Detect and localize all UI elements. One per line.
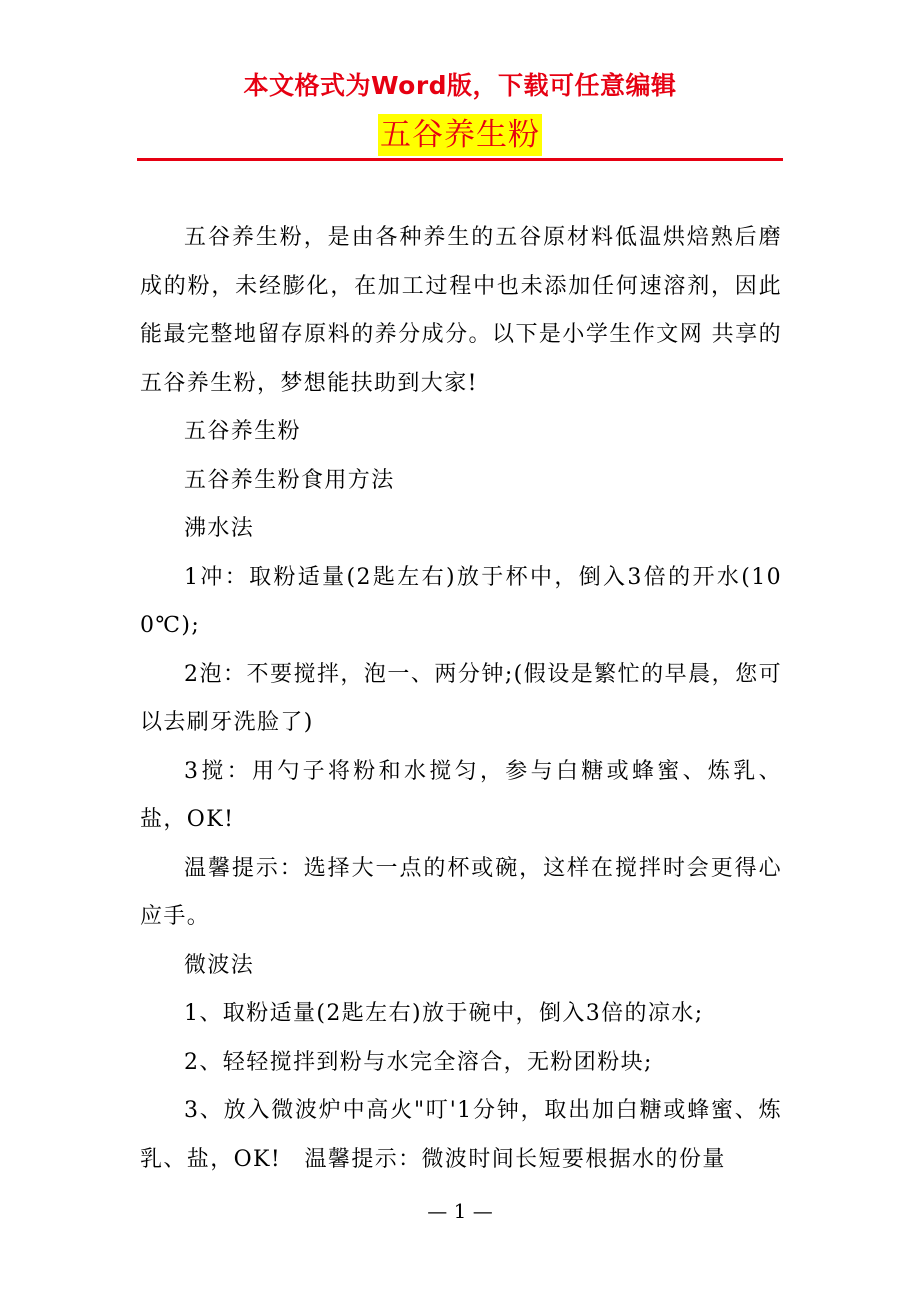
format-notice-banner: 本文格式为Word版，下载可任意编辑 — [243, 71, 677, 100]
document-title: 五谷养生粉 — [378, 114, 542, 156]
paragraph-usage-heading: 五谷养生粉食用方法 — [184, 467, 395, 493]
title-container — [0, 114, 920, 156]
title-divider — [137, 158, 783, 161]
paragraph-step-3: 3搅：用勺子将粉和水搅匀，参与白糖或蜂蜜、炼乳、盐，OK! — [140, 758, 782, 832]
document-body — [140, 214, 782, 1184]
paragraph-microwave-step-2: 2、轻轻搅拌到粉与水完全溶合，无粉团粉块; — [184, 1049, 653, 1075]
paragraph-microwave-step-1: 1、取粉适量(2匙左右)放于碗中，倒入3倍的凉水; — [184, 1001, 704, 1026]
page-number: — 1 — — [427, 1199, 493, 1223]
paragraph-step-2: 2泡：不要搅拌，泡一、两分钟;(假设是繁忙的早晨，您可以去刷牙洗脸了) — [140, 661, 782, 735]
paragraph-intro: 五谷养生粉，是由各种养生的五谷原材料低温烘焙熟后磨成的粉，未经膨化，在加工过程中也未添加任何速溶剂，因此能最完整地留存原料的养分成分。以下是小学生作文网 共享的五谷养生粉，梦想能扶助到大家! — [140, 225, 782, 396]
paragraph-microwave-method: 微波法 — [184, 952, 255, 978]
paragraph-subtitle: 五谷养生粉 — [184, 419, 302, 444]
paragraph-microwave-step-3: 3、放入微波炉中高火"叮'1分钟，取出加白糖或蜂蜜、炼乳、盐，OK! 温馨提示：微波时间长短要根据水的份量 — [140, 1098, 782, 1172]
paragraph-step-1: 1冲：取粉适量(2匙左右)放于杯中，倒入3倍的开水(100℃); — [140, 564, 782, 638]
paragraph-tip: 温馨提示：选择大一点的杯或碗，这样在搅拌时会更得心应手。 — [140, 855, 782, 929]
paragraph-boiling-method: 沸水法 — [184, 516, 255, 541]
